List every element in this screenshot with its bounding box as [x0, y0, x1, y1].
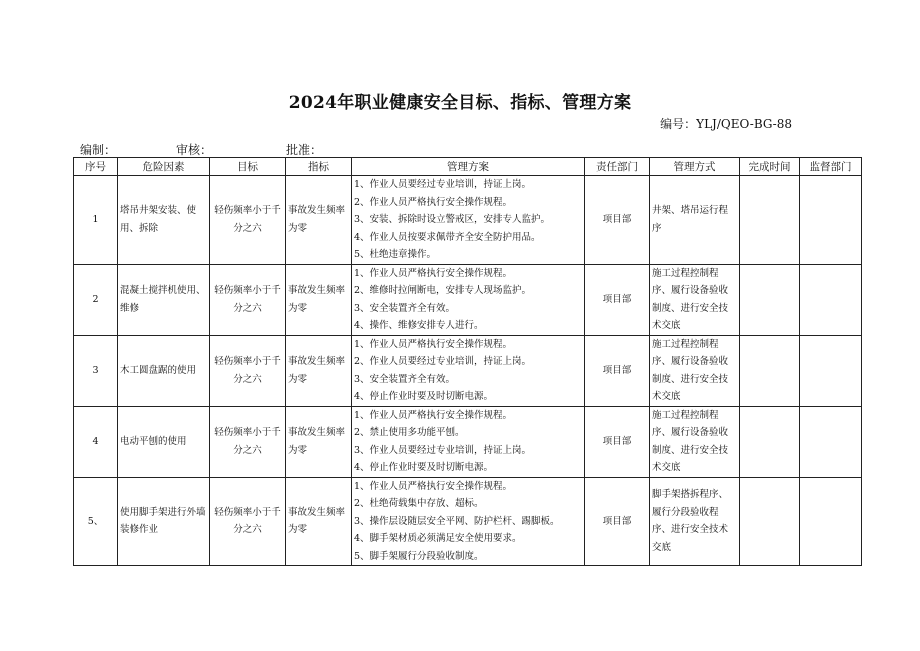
row-target: 轻伤频率小于千分之六	[210, 176, 286, 265]
plan-item: 4、操作、维修安排专人进行。	[354, 320, 484, 331]
row-indicator: 事故发生频率为零	[286, 477, 352, 566]
row-no: 2	[74, 264, 118, 335]
row-finish	[740, 406, 800, 477]
row-plan	[352, 335, 585, 406]
row-method: 施工过程控制程序、履行设备验收制度、进行安全技术交底	[650, 406, 740, 477]
row-hazard: 混凝土搅拌机使用、维修	[118, 264, 210, 335]
plan-item: 3、作业人员要经过专业培训，持证上岗。	[354, 444, 532, 456]
table-row	[74, 406, 862, 477]
header-hazard: 危险因素	[118, 158, 210, 176]
header-dept: 责任部门	[585, 158, 650, 176]
row-method: 施工过程控制程序、履行设备验收制度、进行安全技术交底	[650, 335, 740, 406]
row-indicator: 事故发生频率为零	[286, 406, 352, 477]
plan-item: 2、维修时拉闸断电，安排专人现场监护。	[354, 285, 532, 296]
row-target: 轻伤频率小于千分之六	[210, 335, 286, 406]
table-header-row	[74, 158, 862, 176]
row-target: 轻伤频率小于千分之六	[210, 477, 286, 566]
plan-item: 1、作业人员要经过专业培训，持证上岗。	[354, 179, 532, 190]
row-finish	[740, 176, 800, 265]
plan-item: 3、安全装置齐全有效。	[354, 302, 456, 314]
plan-item: 1、作业人员严格执行安全操作规程。	[354, 338, 513, 350]
row-indicator: 事故发生频率为零	[286, 264, 352, 335]
row-supervisor	[800, 477, 862, 566]
row-plan	[352, 176, 585, 265]
header-no: 序号	[74, 158, 118, 176]
row-plan	[352, 406, 585, 477]
plan-item: 4、停止作业时要及时切断电源。	[354, 391, 494, 402]
header-supervisor: 监督部门	[800, 158, 862, 176]
plan-item: 1、作业人员严格执行安全操作规程。	[354, 267, 513, 279]
row-indicator: 事故发生频率为零	[286, 335, 352, 406]
row-supervisor	[800, 335, 862, 406]
row-hazard: 塔吊井架安装、使用、拆除	[118, 176, 210, 265]
header-finish: 完成时间	[740, 158, 800, 176]
row-finish	[740, 477, 800, 566]
table-row	[74, 264, 862, 335]
row-dept: 项目部	[585, 477, 650, 566]
row-supervisor	[800, 176, 862, 265]
management-plan-table	[73, 157, 862, 566]
row-dept: 项目部	[585, 335, 650, 406]
plan-item: 2、杜绝荷载集中存放、超标。	[354, 498, 484, 509]
plan-item: 4、作业人员按要求佩带齐全安全防护用品。	[354, 231, 541, 243]
header-plan: 管理方案	[352, 158, 585, 176]
row-no: 3	[74, 335, 118, 406]
row-hazard: 木工圆盘踞的使用	[118, 335, 210, 406]
plan-item: 2、作业人员要经过专业培训，持证上岗。	[354, 356, 532, 367]
plan-item: 3、操作层设随层安全平网、防护栏杆、踢脚板。	[354, 515, 560, 527]
row-no: 1	[74, 176, 118, 265]
plan-item: 1、作业人员严格执行安全操作规程。	[354, 409, 513, 421]
table-row	[74, 176, 862, 265]
reviewed-by-label: 审核：	[176, 143, 213, 157]
header-method: 管理方式	[650, 158, 740, 176]
row-no: 4	[74, 406, 118, 477]
approved-by-label: 批准：	[286, 143, 323, 157]
plan-item: 1、作业人员严格执行安全操作规程。	[354, 480, 513, 492]
row-supervisor	[800, 406, 862, 477]
document-title: 2024年职业健康安全目标、指标、管理方案	[288, 93, 632, 113]
plan-item: 5、脚手架履行分段验收制度。	[354, 550, 484, 562]
plan-item: 2、禁止使用多功能平刨。	[354, 427, 465, 438]
row-plan	[352, 477, 585, 566]
row-supervisor	[800, 264, 862, 335]
header-target: 目标	[210, 158, 286, 176]
table-row	[74, 477, 862, 566]
plan-item: 4、脚手架材质必须满足安全使用要求。	[354, 533, 522, 544]
plan-item: 5、杜绝违章操作。	[354, 249, 437, 260]
row-dept: 项目部	[585, 406, 650, 477]
row-indicator: 事故发生频率为零	[286, 176, 352, 265]
row-method: 施工过程控制程序、履行设备验收制度、进行安全技术交底	[650, 264, 740, 335]
header-indicator: 指标	[286, 158, 352, 176]
row-method: 脚手架搭拆程序、履行分段验收程序、进行安全技术交底	[650, 477, 740, 566]
plan-item: 3、安全装置齐全有效。	[354, 373, 456, 385]
row-plan	[352, 264, 585, 335]
row-finish	[740, 264, 800, 335]
plan-item: 3、安装、拆除时设立警戒区，安排专人监护。	[354, 214, 551, 225]
table-row	[74, 335, 862, 406]
prepared-by-label: 编制：	[80, 143, 117, 157]
document-code: 编号：YLJ/QEO-BG-88	[660, 117, 792, 131]
plan-item: 2、作业人员严格执行安全操作规程。	[354, 196, 513, 208]
row-target: 轻伤频率小于千分之六	[210, 406, 286, 477]
row-dept: 项目部	[585, 264, 650, 335]
row-method: 井架、塔吊运行程序	[650, 176, 740, 265]
row-hazard: 使用脚手架进行外墙装修作业	[118, 477, 210, 566]
plan-item: 4、停止作业时要及时切断电源。	[354, 462, 494, 473]
row-dept: 项目部	[585, 176, 650, 265]
row-hazard: 电动平刨的使用	[118, 406, 210, 477]
row-no: 5、	[74, 477, 118, 566]
row-finish	[740, 335, 800, 406]
row-target: 轻伤频率小于千分之六	[210, 264, 286, 335]
